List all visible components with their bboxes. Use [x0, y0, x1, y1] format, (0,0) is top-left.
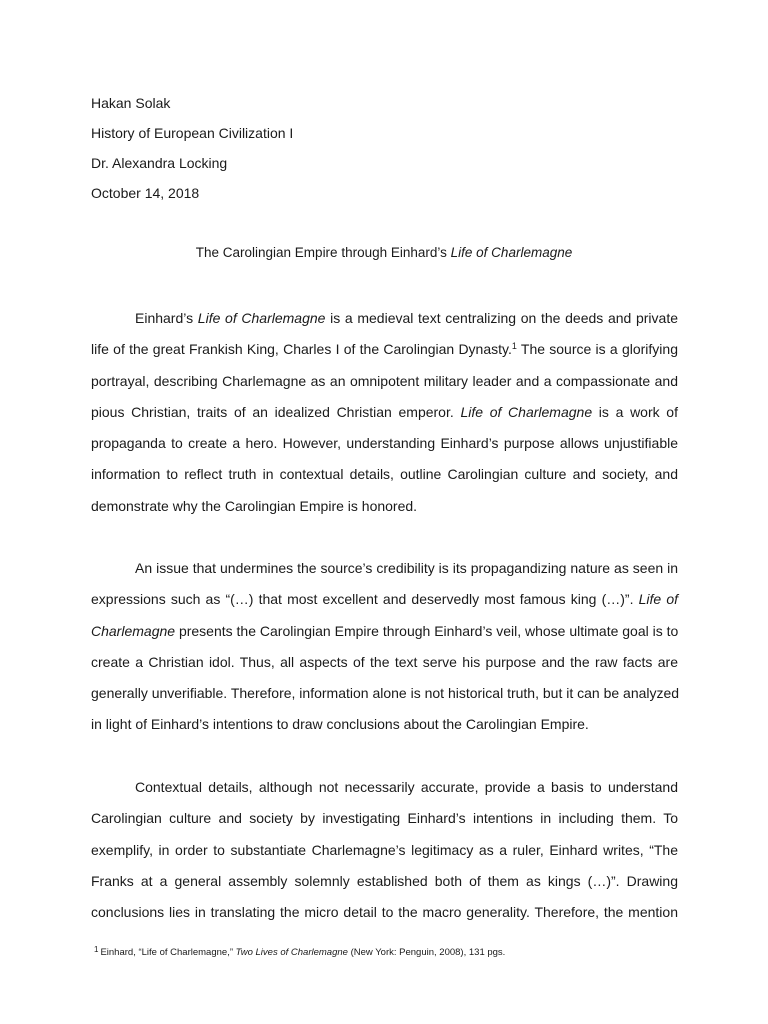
italic-run: Life of — [638, 591, 678, 608]
course-name: History of European Civilization I — [91, 125, 294, 141]
paper-title — [0, 243, 768, 263]
line: propaganda to create a hero. However, understanding Einhard’s purpose allows unjustifiable — [91, 435, 678, 452]
line: exemplify, in order to substantiate Charlemagne’s legitimacy as a ruler, Einhard writes, “The — [91, 841, 678, 858]
italic-run: Life of Charlemagne — [197, 310, 326, 326]
line: in light of Einhard’s intentions to draw conclusions about the Carolingian Empire. — [91, 716, 589, 733]
footnote-mark: 1 — [94, 945, 99, 954]
paragraph-2 — [91, 553, 678, 741]
footnote — [94, 942, 505, 961]
paper-header — [91, 88, 293, 208]
text-run: (New York: Penguin, 2008), 131 pgs. — [347, 947, 506, 958]
line — [91, 616, 678, 647]
text-run: The source is a glorifying — [516, 341, 678, 358]
italic-run: Two Lives of Charlemagne — [235, 947, 348, 958]
line: conclusions lies in translating the micro detail to the macro generality. Therefore, the mention — [91, 904, 678, 921]
paper-date: October 14, 2018 — [91, 185, 200, 201]
author-name: Hakan Solak — [91, 95, 171, 111]
footnote-ref[interactable]: 1 — [511, 341, 517, 352]
text-run: Einhard’s — [135, 310, 198, 326]
title-text: The Carolingian Empire through Einhard’s — [195, 245, 451, 260]
text-run: life of the great Frankish King, Charles I of the Carolingian Dynasty. — [91, 341, 512, 358]
paragraph-3 — [91, 772, 678, 928]
line — [91, 334, 678, 365]
text-run: expressions such as “(…) that most excellent and deservedly most famous king (…)”. — [91, 591, 639, 608]
line — [91, 584, 678, 615]
line: information to reflect truth in contextual details, outline Carolingian culture and society, and — [91, 466, 678, 483]
line: create a Christian idol. Thus, all aspects of the text serve his purpose and the raw facts are — [91, 653, 678, 670]
line: portrayal, describing Charlemagne as an omnipotent military leader and a compassionate and — [91, 372, 678, 389]
line: Franks at a general assembly solemnly established both of them as kings (…)”. Drawing — [91, 872, 678, 889]
line — [91, 303, 678, 334]
line: generally unverifiable. Therefore, information alone is not historical truth, but it can be analyzed — [91, 685, 680, 702]
text-run: Einhard, “Life of Charlemagne,” — [100, 947, 236, 958]
line: An issue that undermines the source’s credibility is its propagandizing nature as seen in — [135, 560, 678, 576]
italic-run: Life of Charlemagne — [460, 403, 593, 420]
text-run: is a work of — [592, 403, 678, 420]
text-run: pious Christian, traits of an idealized Christian emperor. — [91, 403, 461, 420]
text-run: presents the Carolingian Empire through Einhard’s veil, whose ultimate goal is to — [175, 622, 679, 639]
instructor-name: Dr. Alexandra Locking — [91, 155, 228, 171]
line: Contextual details, although not necessarily accurate, provide a basis to understand — [135, 779, 678, 795]
line: Carolingian culture and society by investigating Einhard’s intentions in including them. To — [91, 810, 678, 827]
line — [91, 397, 678, 428]
line: demonstrate why the Carolingian Empire is honored. — [91, 497, 418, 514]
title-italic: Life of Charlemagne — [450, 245, 573, 260]
paragraph-1 — [91, 303, 678, 522]
italic-run: Charlemagne — [91, 622, 176, 639]
text-run: is a medieval text centralizing on the deeds and private — [325, 310, 678, 326]
